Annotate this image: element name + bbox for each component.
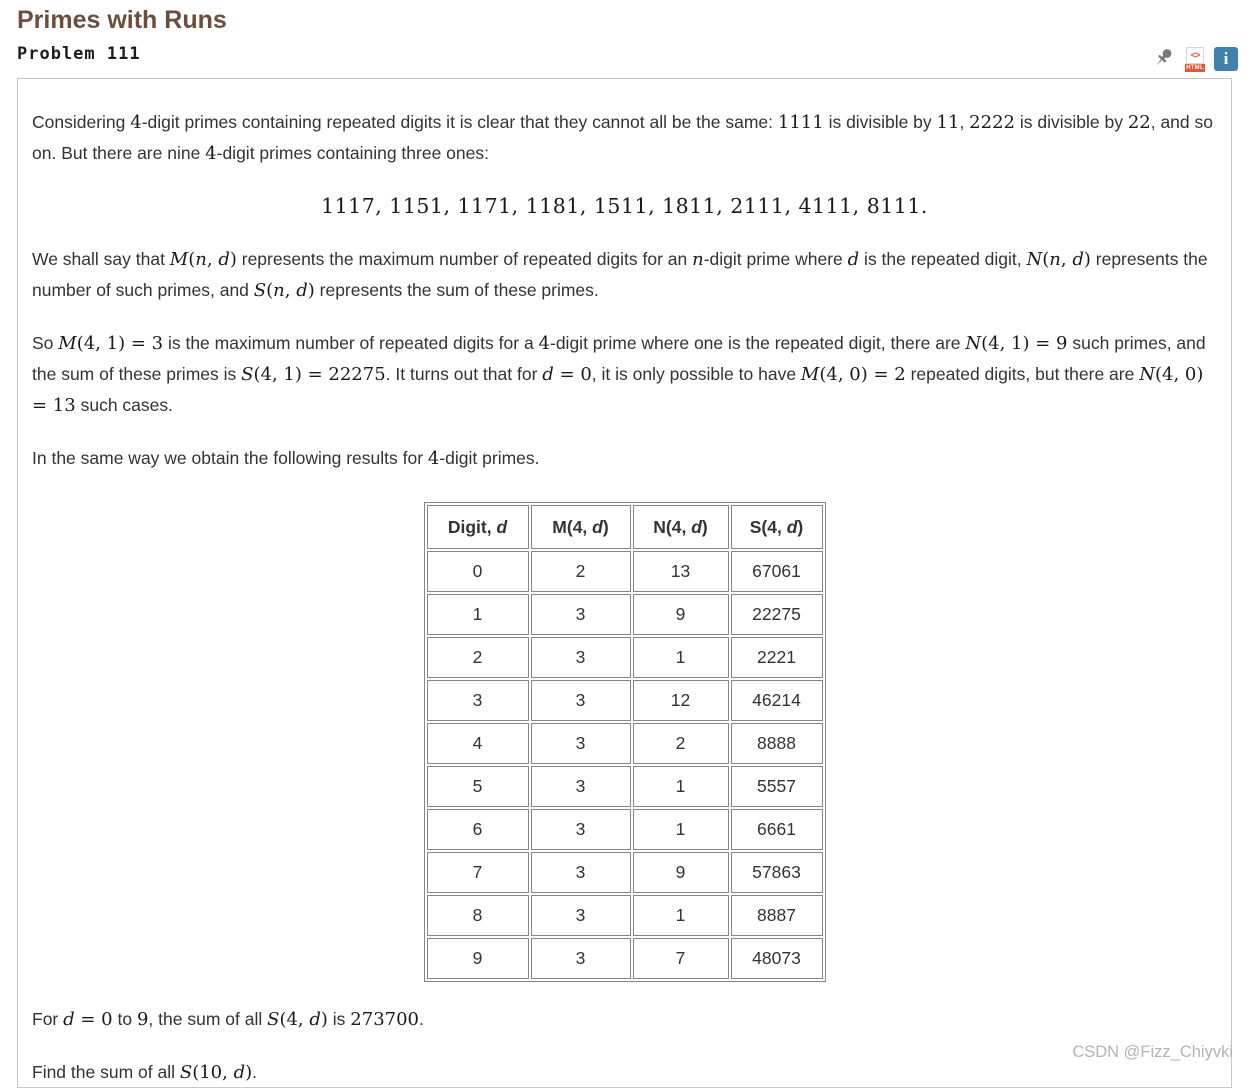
math-segment: = 0 bbox=[553, 364, 592, 385]
math-segment: d bbox=[218, 249, 230, 270]
text-segment: is bbox=[327, 1009, 351, 1029]
text-segment: We shall say that bbox=[32, 249, 170, 269]
math-segment: 4 bbox=[205, 143, 217, 164]
math-segment: (4, 0) = 2 bbox=[819, 364, 906, 385]
math-segment: ) bbox=[1083, 249, 1091, 270]
text-segment: represents the maximum number of repeated digits for an bbox=[236, 249, 693, 269]
paragraph-question bbox=[32, 1057, 1217, 1088]
html-file-icon[interactable] bbox=[1185, 47, 1205, 72]
text-segment: -digit primes containing three ones: bbox=[216, 143, 489, 163]
table-row bbox=[427, 637, 823, 678]
math-segment: 22 bbox=[1127, 112, 1151, 133]
math-segment: ) bbox=[307, 280, 315, 301]
text-segment: Find the sum of all bbox=[32, 1062, 180, 1082]
table-cell: 3 bbox=[531, 680, 631, 721]
math-segment: d bbox=[786, 516, 798, 537]
text-segment: , the sum of all bbox=[148, 1009, 268, 1029]
text-segment: is divisible by bbox=[823, 112, 937, 132]
text-segment: is divisible by bbox=[1014, 112, 1128, 132]
math-segment: N bbox=[1026, 249, 1043, 270]
text-segment: represents the sum of these primes. bbox=[314, 280, 599, 300]
results-table-head bbox=[427, 505, 823, 549]
paragraph-sum-statement bbox=[32, 1004, 1217, 1035]
table-row bbox=[427, 723, 823, 764]
text-segment: S(4, bbox=[749, 516, 787, 537]
table-row bbox=[427, 809, 823, 850]
text-segment: In the same way we obtain the following results for bbox=[32, 448, 428, 468]
table-cell: 3 bbox=[531, 723, 631, 764]
math-segment: ( bbox=[188, 249, 196, 270]
table-cell: 7 bbox=[633, 938, 729, 979]
column-header-n4d bbox=[633, 505, 729, 549]
column-header-s4d bbox=[731, 505, 823, 549]
math-segment: (4, 0) = 13 bbox=[32, 364, 1204, 416]
math-segment: = 0 bbox=[74, 1009, 113, 1030]
math-segment: n bbox=[195, 249, 207, 270]
table-cell: 1 bbox=[633, 637, 729, 678]
table-cell: 1 bbox=[633, 895, 729, 936]
table-cell: 8887 bbox=[731, 895, 823, 936]
table-cell: 3 bbox=[531, 637, 631, 678]
math-segment: n bbox=[1049, 249, 1061, 270]
text-segment: ) bbox=[797, 516, 804, 537]
table-row bbox=[427, 680, 823, 721]
math-segment: (10, bbox=[192, 1062, 234, 1083]
text-segment: is the maximum number of repeated digits for a bbox=[163, 333, 539, 353]
table-cell: 4 bbox=[427, 723, 529, 764]
math-segment: d bbox=[233, 1062, 246, 1083]
html-file-label: HTML bbox=[1186, 64, 1204, 71]
math-segment: d bbox=[542, 364, 554, 385]
text-segment: ) bbox=[602, 516, 609, 537]
table-row bbox=[427, 852, 823, 893]
equation-prime-list bbox=[32, 191, 1217, 222]
math-segment: ( bbox=[266, 280, 274, 301]
problem-statement-box bbox=[17, 78, 1232, 1088]
math-segment: , bbox=[1060, 249, 1073, 270]
column-header-digit bbox=[427, 505, 529, 549]
table-cell: 2 bbox=[633, 723, 729, 764]
table-cell: 7 bbox=[427, 852, 529, 893]
text-segment: such primes, and the sum of these primes is bbox=[32, 333, 1206, 384]
problem-number: Problem 111 bbox=[17, 44, 141, 64]
info-icon[interactable]: i bbox=[1214, 47, 1238, 71]
math-segment: d bbox=[296, 280, 308, 301]
table-cell: 48073 bbox=[731, 938, 823, 979]
table-cell: 0 bbox=[427, 551, 529, 592]
table-cell: 9 bbox=[633, 594, 729, 635]
math-segment: 4 bbox=[427, 448, 440, 469]
table-cell: 1 bbox=[633, 766, 729, 807]
math-segment: ) bbox=[320, 1009, 328, 1030]
table-cell: 2 bbox=[531, 551, 631, 592]
math-segment: 273700 bbox=[350, 1009, 420, 1030]
table-cell: 9 bbox=[633, 852, 729, 893]
math-segment: (4, 1) = 9 bbox=[981, 333, 1068, 354]
math-segment: , bbox=[284, 280, 297, 301]
text-segment: . bbox=[252, 1062, 258, 1082]
results-table-body bbox=[427, 551, 823, 979]
math-segment: d bbox=[496, 516, 508, 537]
math-segment: d bbox=[1072, 249, 1084, 270]
math-segment: N bbox=[1139, 364, 1155, 385]
table-cell: 3 bbox=[531, 809, 631, 850]
pushpin-icon-svg bbox=[1150, 45, 1176, 73]
text-segment: . bbox=[419, 1009, 424, 1029]
math-segment: n bbox=[273, 280, 285, 301]
text-segment: to bbox=[112, 1009, 137, 1029]
math-segment: 4 bbox=[130, 112, 142, 133]
math-segment: M bbox=[169, 249, 189, 270]
text-segment: So bbox=[32, 333, 59, 353]
table-cell: 2221 bbox=[731, 637, 823, 678]
table-cell: 1 bbox=[427, 594, 529, 635]
table-cell: 3 bbox=[427, 680, 529, 721]
table-cell: 3 bbox=[531, 938, 631, 979]
table-cell: 2 bbox=[427, 637, 529, 678]
table-row bbox=[427, 594, 823, 635]
paragraph-definitions bbox=[32, 244, 1217, 306]
paragraph-intro bbox=[32, 107, 1217, 169]
math-segment: 4 bbox=[538, 333, 550, 354]
text-segment: Digit, bbox=[447, 516, 497, 537]
table-cell: 3 bbox=[531, 895, 631, 936]
math-segment: (4, bbox=[279, 1009, 310, 1030]
math-segment: 2222 bbox=[969, 112, 1015, 133]
table-cell: 22275 bbox=[731, 594, 823, 635]
table-cell: 12 bbox=[633, 680, 729, 721]
math-segment: 9 bbox=[136, 1009, 149, 1030]
text-segment: . It turns out that for bbox=[385, 364, 543, 384]
math-segment: d bbox=[592, 516, 603, 537]
math-segment: d bbox=[691, 516, 702, 537]
table-header-row bbox=[427, 505, 823, 549]
table-cell: 5557 bbox=[731, 766, 823, 807]
math-segment: (4, 1) = 3 bbox=[76, 333, 164, 354]
math-segment: (4, 1) = 22275 bbox=[253, 364, 386, 385]
table-cell: 5 bbox=[427, 766, 529, 807]
text-segment: For bbox=[32, 1009, 64, 1029]
page-title: Primes with Runs bbox=[17, 6, 227, 34]
text-segment: ) bbox=[701, 516, 708, 537]
text-segment: such cases. bbox=[75, 395, 173, 415]
math-segment: M bbox=[58, 333, 77, 354]
table-cell: 3 bbox=[531, 594, 631, 635]
paragraph-table-intro bbox=[32, 443, 1217, 474]
page-header bbox=[0, 0, 1249, 64]
pushpin-icon[interactable] bbox=[1150, 45, 1176, 73]
math-segment: S bbox=[267, 1009, 280, 1030]
math-segment: 11 bbox=[936, 112, 960, 133]
html-file-page bbox=[1186, 47, 1204, 64]
text-segment: is the repeated digit, bbox=[859, 249, 1027, 269]
watermark: CSDN @Fizz_Chiyvki bbox=[1072, 1043, 1233, 1061]
table-cell: 46214 bbox=[731, 680, 823, 721]
math-segment: S bbox=[253, 280, 267, 301]
text-segment: Considering bbox=[32, 112, 131, 132]
code-brackets-icon: <> bbox=[1190, 49, 1200, 60]
toolbar bbox=[1150, 45, 1238, 73]
table-cell: 3 bbox=[531, 766, 631, 807]
text-segment: , it is only possible to have bbox=[591, 364, 801, 384]
math-segment: , bbox=[206, 249, 219, 270]
math-segment: d bbox=[847, 249, 860, 270]
text-segment: represents the number of such primes, and bbox=[32, 249, 1208, 300]
table-row bbox=[427, 766, 823, 807]
table-cell: 8 bbox=[427, 895, 529, 936]
math-segment: M bbox=[800, 364, 820, 385]
table-row bbox=[427, 938, 823, 979]
text-segment: -digit prime where one is the repeated digit, there are bbox=[550, 333, 966, 353]
math-segment: 1111 bbox=[777, 112, 824, 133]
text-segment: -digit prime where bbox=[703, 249, 848, 269]
table-cell: 13 bbox=[633, 551, 729, 592]
table-cell: 9 bbox=[427, 938, 529, 979]
table-row bbox=[427, 895, 823, 936]
table-cell: 6 bbox=[427, 809, 529, 850]
text-segment: repeated digits, but there are bbox=[905, 364, 1140, 384]
math-segment: ) bbox=[245, 1062, 253, 1083]
table-cell: 57863 bbox=[731, 852, 823, 893]
math-segment: S bbox=[241, 364, 254, 385]
table-cell: 67061 bbox=[731, 551, 823, 592]
text-segment: N(4, bbox=[653, 516, 692, 537]
paragraph-example bbox=[32, 328, 1217, 421]
math-segment: n bbox=[692, 249, 704, 270]
math-segment: ) bbox=[229, 249, 237, 270]
results-table bbox=[424, 502, 826, 982]
text-segment: , and so on. But there are nine bbox=[32, 112, 1213, 163]
table-cell: 8888 bbox=[731, 723, 823, 764]
table-cell: 6661 bbox=[731, 809, 823, 850]
text-segment: -digit primes. bbox=[439, 448, 540, 468]
math-segment: d bbox=[309, 1009, 321, 1030]
math-segment: 1117, 1151, 1171, 1181, 1511, 1811, 2111, 4111, 8111. bbox=[321, 194, 928, 218]
math-segment: d bbox=[63, 1009, 75, 1030]
column-header-m4d bbox=[531, 505, 631, 549]
math-segment: ( bbox=[1042, 249, 1050, 270]
math-segment: S bbox=[179, 1062, 193, 1083]
text-segment: , bbox=[959, 112, 970, 132]
math-segment: N bbox=[965, 333, 982, 354]
table-row bbox=[427, 551, 823, 592]
table-cell: 1 bbox=[633, 809, 729, 850]
text-segment: M(4, bbox=[552, 516, 593, 537]
table-cell: 3 bbox=[531, 852, 631, 893]
text-segment: -digit primes containing repeated digits it is clear that they cannot all be the same: bbox=[141, 112, 778, 132]
